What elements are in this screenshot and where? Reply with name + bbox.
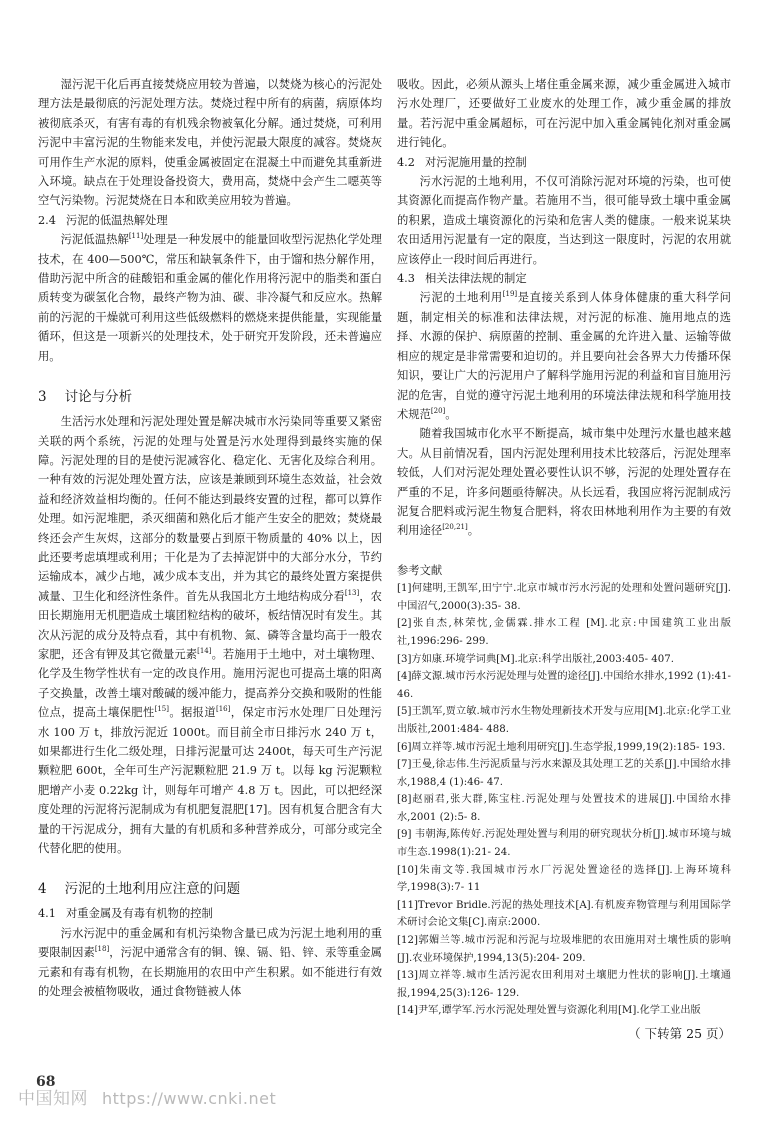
text-run: 。 <box>445 407 457 421</box>
section-heading-4-3 <box>397 269 731 288</box>
section-title: 讨论与分析 <box>64 389 133 406</box>
text-run: 。 <box>467 524 480 538</box>
text-run: ，污泥中通常含有的铜、镍、镉、铅、锌、汞等重金属元素和有毒有机物，在长期施用的农田中产生积累。如不能进行有效的处理会被植物吸收，通过食物链被人体 <box>38 946 382 999</box>
page-number: 68 <box>36 1074 56 1090</box>
cnki-watermark <box>18 1084 276 1109</box>
reference-item: [9] 韦朝海,陈传好.污泥处理处置与利用的研究现状分析[J].城市环境与城市生态.1998(1):21- 24. <box>397 829 731 859</box>
continued-note: （ 下转第 25 页） <box>628 1026 731 1041</box>
section-heading-2-4 <box>38 211 382 230</box>
paragraph: 污水污泥的土地利用，不仅可消除污泥对环境的污染，也可使其资源化而提高作物产量。若施用不当，很可能导致土壤中重金属的积累，造成土壤资源化的污染和危害人类的健康。一般来说某块农田适用污泥量有一定的限度，当达到这一限度时，污泥的农用就应该停止一段时间后再进行。 <box>397 175 731 266</box>
watermark-brand: 中国知网 <box>18 1089 88 1109</box>
text-run: 。据报道 <box>168 706 216 720</box>
reference-item: [4]薛文源.城市污水污泥处理与处置的途径[J].中国给水排水,1992 (1):41- 46. <box>397 671 731 700</box>
section-title: 对污泥施用量的控制 <box>424 155 527 169</box>
reference-item: [14]尹军,谭学军.污水污泥处理处置与资源化利用[M].化学工业出版 <box>397 1005 701 1017</box>
paragraph <box>397 288 731 424</box>
reference-item: [5]王凯军,贾立敏.城市污水生物处理新技术开发与应用[M].北京:化学工业出版社,2001:484- 488. <box>397 706 731 735</box>
section-number: 4.1 <box>38 907 56 921</box>
reference-item: [3]方如康.环境学词典[M].北京:科学出版社,2003:405- 407. <box>397 653 674 665</box>
paragraph: 湿污泥干化后再直接焚烧应用较为普遍，以焚烧为核心的污泥处理方法是最彻底的污泥处理方法。焚烧过程中所有的病菌，病原体均被彻底杀灭，有害有毒的有机残余物被氧化分解。通过焚烧，可利用污泥中丰富污泥的生物能来发电，并使污泥最大限度的减容。焚烧灰可用作生产水泥的原料，使重金属被固定在混凝土中而避免其重新进入环境。缺点在于处理设备投资大，费用高，焚烧中会产生二噁英等空气污染物。污泥焚烧在日本和欧美应用较为普遍。 <box>38 78 382 208</box>
citation: [13] <box>344 588 360 597</box>
text-run: ，农田长期施用无机肥造成土壤团粒结构的破坏，板结情况时有发生。其次从污泥的成分及特点看，其中有机物、氮、磷等含量均高于一般农家肥，还含有钾及其它微量元素 <box>38 589 382 661</box>
section-heading-4 <box>38 878 382 900</box>
text-run: 是直接关系到人体身体健康的重大科学问题，制定相关的标准和法律法规，对污泥的标准、施用地点的选择、水源的保护、病原菌的控制、重金属的允许进入量、运输等做相应的规定是非常需要和迫切的。并且要向社会各界大力传播环保知识，要让广大的污泥用户了解科学施用污泥的利益和盲目施用污泥的危害，自觉的遵守污泥土地利用的环境法律法规和科学施用技术规范 <box>397 291 731 421</box>
reference-item: [10]朱南文等.我国城市污水厂污泥处置途径的选择[J].上海环境科学,1998(3):7- 11 <box>397 864 731 894</box>
reference-item: [2]张自杰,林荣忱,金儒霖.排水工程 [M].北京:中国建筑工业出版社,1996:296- 299. <box>397 618 731 647</box>
reference-item: [1]何建明,王凯军,田宁宁.北京市城市污水污泥的处理和处置问题研究[J].中国沼气,2000(3):35- 38. <box>397 583 731 612</box>
section-heading-3 <box>38 386 382 408</box>
text-run: 随着我国城市化水平不断提高，城市集中处理污水量也越来越大。从目前情况看，国内污泥处理利用技术比较落后，污泥处理率较低，人们对污泥处理处置必要性认识不够，污泥的处理处置存在严重的不足，许多问题亟待解决。从长远看，我国应将污泥制成污泥复合肥料或污泥生物复合肥料，将农田林地利用作为主要的有效利用途径 <box>397 427 731 538</box>
left-column <box>38 75 382 1001</box>
text-run: 污水污泥中的重金属和有机污染物含量已成为污泥土地利用的重要限制因素 <box>38 926 382 960</box>
paragraph <box>397 424 731 540</box>
section-number: 4.3 <box>397 272 415 286</box>
citation: [19] <box>502 290 518 299</box>
section-number: 2.4 <box>38 213 56 227</box>
section-heading-4-2 <box>397 153 731 172</box>
section-title: 相关法律法规的制定 <box>424 272 527 286</box>
reference-item: [6]周立祥等.城市污泥土地利用研究[J].生态学报,1999,19(2):185- 193. <box>397 741 726 753</box>
citation: [14] <box>197 647 212 656</box>
citation: [11] <box>128 232 144 241</box>
text-run: ，保定市污水处理厂日处理污水 100 万 t，排放污泥近 1000t。而目前全市日排污水 240 万 t，如果都进行生化二级处理，日排污泥量可达 2400t，每天可生产污泥颗粒肥 600t，全年可生产污泥颗粒肥 21.9 万 t。以每 kg 污泥颗粒肥增产小麦 0.22kg 计，则每年可增产 4.8 万 t。因此，可以把经深度处理的污泥将污泥制成为有机肥复混肥[17]。因有机复合肥含有大量的干污泥成分，拥有大量的有机质和多种营养成分，可部分或完全代替化肥的使用。 <box>38 706 382 856</box>
watermark-url: https://www.cnki.net <box>102 1089 277 1108</box>
reference-item: [13]周立祥等.城市生活污泥农田利用对土壤肥力性状的影响[J].土壤通报,1994,25(3):126- 129. <box>397 970 731 999</box>
reference-item: [11]Trevor Bridle.污泥的热处理技术[A].有机废弃物管理与利用国际学术研讨会论文集[C].南京:2000. <box>397 899 731 929</box>
text-run: 污泥低温热解 <box>60 233 129 247</box>
section-title: 污泥的土地利用应注意的问题 <box>64 881 241 898</box>
section-title: 污泥的低温热解处理 <box>65 213 168 227</box>
reference-item: [8]赵丽君,张大群,陈宝柱.污泥处理与处置技术的进展[J].中国给水排水,2001 (2):5- 8. <box>397 794 731 823</box>
reference-item: [7]王曼,徐志伟.生污泥质量与污水来源及其处理工艺的关系[J].中国给水排水,1988,4 (1):46- 47. <box>397 759 731 788</box>
paragraph: 吸收。因此，必须从源头上堵住重金属来源，减少重金属进入城市污水处理厂，还要做好工业废水的处理工作，减少重金属的排放量。若污泥中重金属超标，可在污泥中加入重金属钝化剂对重金属进行钝化。 <box>397 78 731 150</box>
citation: [20] <box>430 407 446 416</box>
citation: [16] <box>216 705 231 714</box>
text-run: 污泥的土地利用 <box>419 291 503 305</box>
section-number: 4.2 <box>397 155 415 169</box>
reference-list <box>397 580 731 1020</box>
section-number: 4 <box>38 881 47 898</box>
text-run: 处理是一种发展中的能量回收型污泥热化学处理技术，在 400—500℃，常压和缺氧条件下，由于馏和热分解作用，借助污泥中所含的硅酸铝和重金属的催化作用将污泥中的脂类和蛋白质转变为碳氢化合物，最终产物为油、碳、非冷凝气和反应水。热解前的污泥的干燥就可利用这些低级燃料的燃烧来提供能量，实现能量循环，但这是一项新兴的处理技术，处于研究开发阶段，还未普遍应用。 <box>38 233 382 363</box>
right-column <box>397 75 731 1043</box>
section-heading-4-1 <box>38 904 382 923</box>
citation: [15] <box>154 705 169 714</box>
citation: [20,21] <box>442 523 468 532</box>
text-run: 。若施用于土地中，对土壤物理、化学及生物学性状有一定的改良作用。施用污泥也可提高土壤的阳离子交换量，改善土壤对酸碱的缓冲能力，提高养分交换和吸附的性能位点，提高土壤保肥性 <box>38 647 382 720</box>
paragraph <box>38 924 382 1002</box>
section-number: 3 <box>38 389 47 406</box>
references-heading: 参考文献 <box>397 563 443 577</box>
section-title: 对重金属及有毒有机物的控制 <box>65 907 213 921</box>
reference-item: [12]郭媚兰等.城市污泥和污泥与垃圾堆肥的农田施用对土壤性质的影响[J].农业环境保护,1994,13(5):204- 209. <box>397 935 731 964</box>
paragraph <box>38 412 382 858</box>
paragraph <box>38 230 382 366</box>
citation: [18] <box>94 945 110 954</box>
text-run: 生活污水处理和污泥处理处置是解决城市水污染同等重要又紧密关联的两个系统，污泥的处理与处置是污水处理得到最终实施的保障。污泥处理的目的是使污泥减容化、稳定化、无害化及综合利用。一种有效的污泥处理处置方法，应该是兼顾到环境生态效益，社会效益和经济效益相均衡的。任何不能达到最终安置的过程，都可以算作处理。如污泥堆肥，杀灭细菌和熟化后才能产生安全的肥效；焚烧最终还会产生灰烬，这部分的数量要占到原干物质量的 40% 以上，因此还要考虑填埋或利用；干化是为了去掉泥饼中的大部分水分，节约运输成本，减少占地，减少成本支出，并为其它的最终处置方案提供减量、卫生化和经济性条件。首先从我国北方土地结构成分看 <box>38 415 382 603</box>
